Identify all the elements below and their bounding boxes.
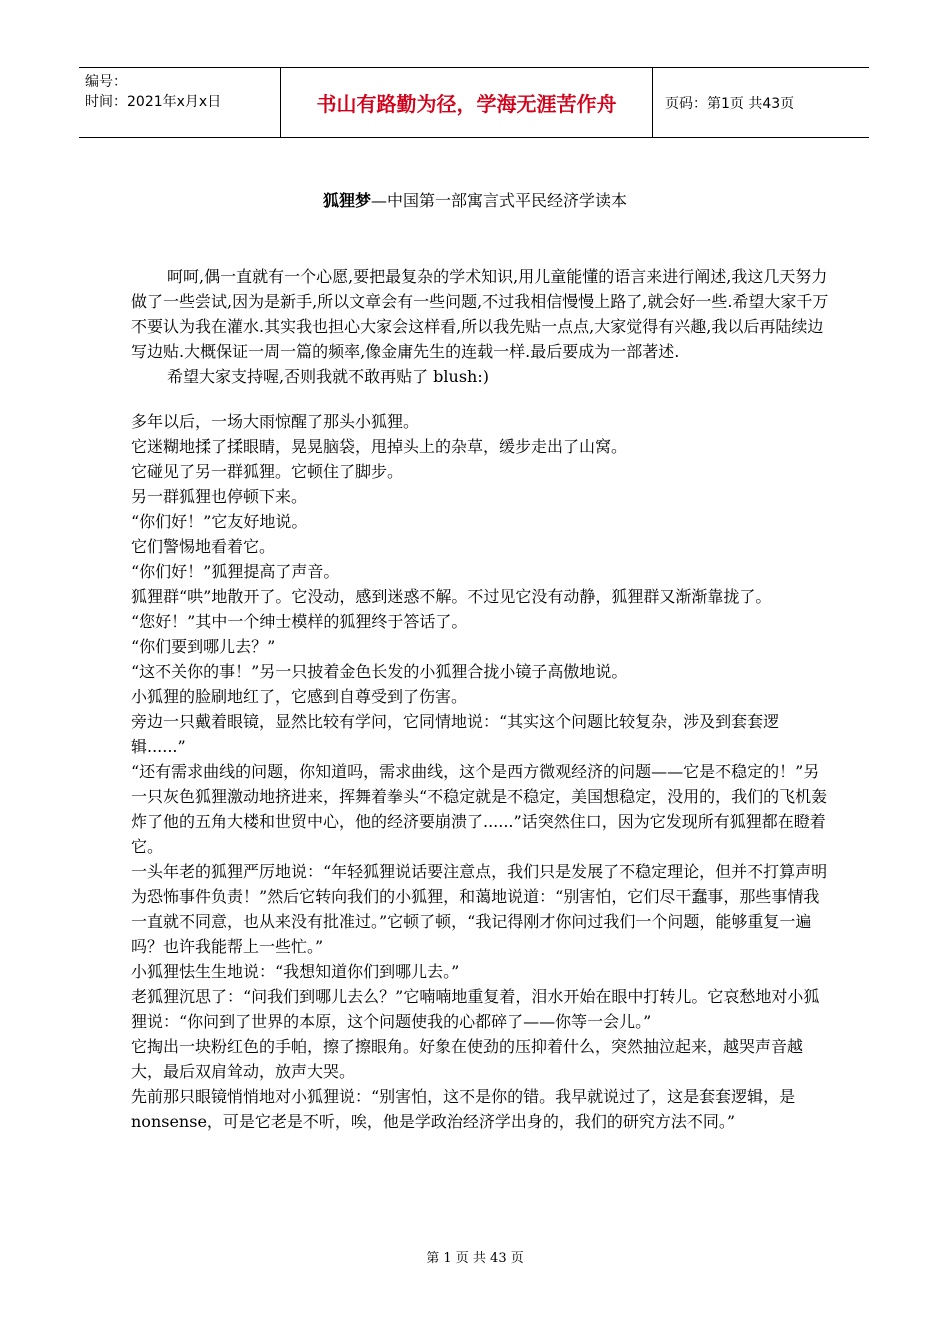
page-footer: 第 1 页 共 43 页 <box>426 1251 524 1266</box>
story-paragraph: “你们好！”它友好地说。 <box>131 512 308 531</box>
story-paragraph: 小狐狸怯生生地说：“我想知道你们到哪儿去。” <box>131 962 460 981</box>
story-paragraph: 一头年老的狐狸严厉地说：“年轻狐狸说话要注意点，我们只是发展了不稳定理论，但并不打算声明为恐怖事件负责！”然后它转向我们的小狐狸，和蔼地说道：“别害怕，它们尽干蠢事，那些事情我一直就不同意，也从来没有批准过。”它顿了顿，“我记得刚才你问过我们一个问题，能够重复一遍吗？也许我能帮上一些忙。” <box>131 862 828 956</box>
story-paragraph: 它掏出一块粉红色的手帕，擦了擦眼角。好象在使劲的压抑着什么，突然抽泣起来，越哭声音越大，最后双肩耸动，放声大哭。 <box>131 1037 804 1081</box>
header-motto: 书山有路勤为径，学海无涯苦作舟 <box>281 68 653 137</box>
title-bold: 狐狸梦 <box>322 191 371 210</box>
story-paragraph: 先前那只眼镜悄悄地对小狐狸说：“别害怕，这不是你的错。我早就说过了，这是套套逻辑，是nonsense，可是它老是不听，唉，他是学政治经济学出身的，我们的研究方法不同。” <box>131 1087 796 1131</box>
story-paragraph: 老狐狸沉思了：“问我们到哪儿去么？”它喃喃地重复着，泪水开始在眼中打转儿。它哀愁地对小狐狸说：“你问到了世界的本原，这个问题使我的心都碎了——你等一会儿。” <box>131 987 820 1031</box>
story-paragraph: 另一群狐狸也停顿下来。 <box>131 487 308 506</box>
story-paragraph: 它碰见了另一群狐狸。它顿住了脚步。 <box>131 462 404 481</box>
document-body <box>131 264 831 1134</box>
time-label: 时间：2021年x月x日 <box>85 94 222 110</box>
number-label: 编号： <box>85 74 127 90</box>
story-paragraph: “你们好！”狐狸提高了声音。 <box>131 562 340 581</box>
story-paragraph: 它们警惕地看着它。 <box>131 537 276 556</box>
story-paragraph: “还有需求曲线的问题，你知道吗，需求曲线，这个是西方微观经济的问题——它是不稳定的！”另一只灰色狐狸激动地挤进来，挥舞着拳头“不稳定就是不稳定，美国想稳定，没用的，我们的飞机轰炸了他的五角大楼和世贸中心，他的经济要崩溃了......”话突然住口，因为它发现所有狐狸都在瞪着它。 <box>131 762 828 856</box>
header-page-info: 页码：第1页 共43页 <box>665 95 795 112</box>
intro-paragraph: 呵呵,偶一直就有一个心愿,要把最复杂的学术知识,用儿童能懂的语言来进行阐述,我这几天努力做了一些尝试,因为是新手,所以文章会有一些问题,不过我相信慢慢上路了,就会好一些.希望大家千万不要认为我在灌水.其实我也担心大家会这样看,所以我先贴一点点,大家觉得有兴趣,我以后再陆续边写边贴.大概保证一周一篇的频率,像金庸先生的连载一样.最后要成为一部著述. <box>131 267 829 361</box>
story-paragraph: 旁边一只戴着眼镜，显然比较有学问，它同情地说：“其实这个问题比较复杂，涉及到套套逻辑......” <box>131 712 780 756</box>
story-paragraph: 狐狸群“哄”地散开了。它没动，感到迷惑不解。不过见它没有动静，狐狸群又渐渐靠拢了。 <box>131 587 772 606</box>
header-meta <box>79 68 281 137</box>
story-paragraph: “这不关你的事！”另一只披着金色长发的小狐狸合拢小镜子高傲地说。 <box>131 662 628 681</box>
page-header <box>79 67 869 138</box>
story-paragraph: “你们要到哪儿去？” <box>131 637 276 656</box>
document-title <box>0 190 950 212</box>
story-paragraph: 它迷糊地揉了揉眼睛，晃晃脑袋，甩掉头上的杂草，缓步走出了山窝。 <box>131 437 628 456</box>
title-rest: —中国第一部寓言式平民经济学读本 <box>371 191 628 210</box>
story-paragraph: 小狐狸的脸刷地红了，它感到自尊受到了伤害。 <box>131 687 468 706</box>
paragraph-gap <box>131 389 831 409</box>
intro-paragraph: 希望大家支持喔,否则我就不敢再贴了 blush:) <box>167 367 489 386</box>
story-paragraph: 多年以后，一场大雨惊醒了那头小狐狸。 <box>131 412 420 431</box>
story-paragraph: “您好！”其中一个绅士模样的狐狸终于答话了。 <box>131 612 468 631</box>
